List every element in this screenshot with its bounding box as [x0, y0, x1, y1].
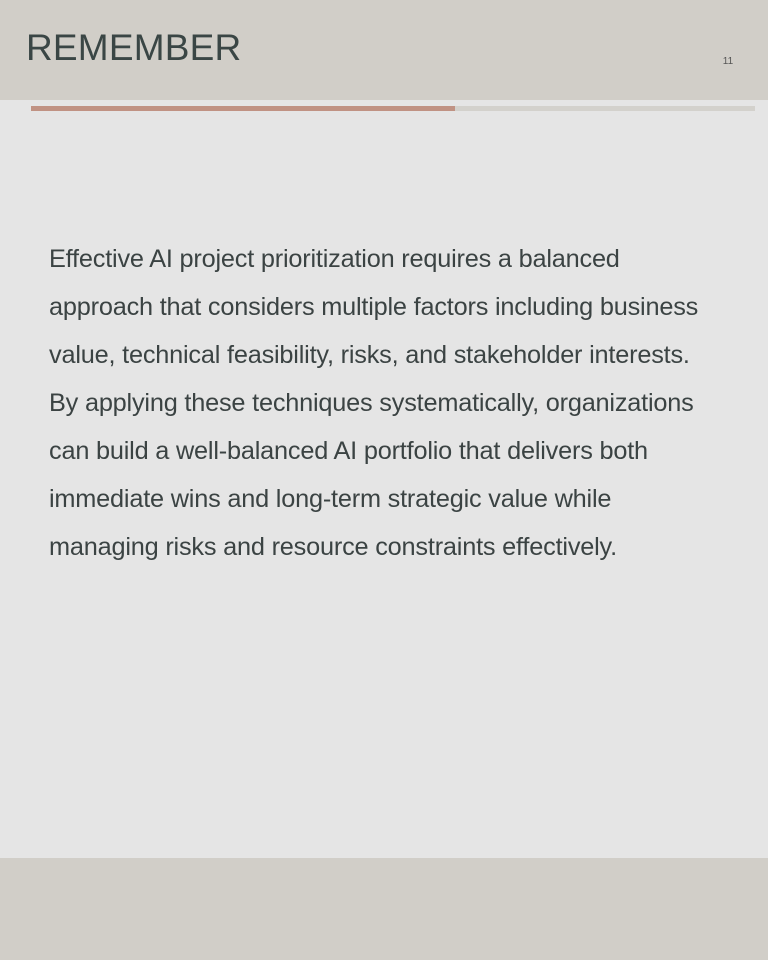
slide-footer — [0, 858, 768, 960]
slide-body-text: Effective AI project prioritization requires a balanced approach that considers multiple factors including business value, technical feasibility, risks, and stakeholder interests. By applying these techniques systematically, organizations can build a well-balanced AI portfolio that delivers both immediate wins and long-term strategic value while managing risks and resource constraints effectively. — [49, 245, 699, 561]
slide-title: REMEMBER — [26, 27, 242, 68]
slide-header — [0, 0, 768, 100]
accent-rule — [31, 106, 755, 111]
page-number: 11 — [722, 56, 734, 67]
accent-rule-fill — [31, 106, 455, 111]
